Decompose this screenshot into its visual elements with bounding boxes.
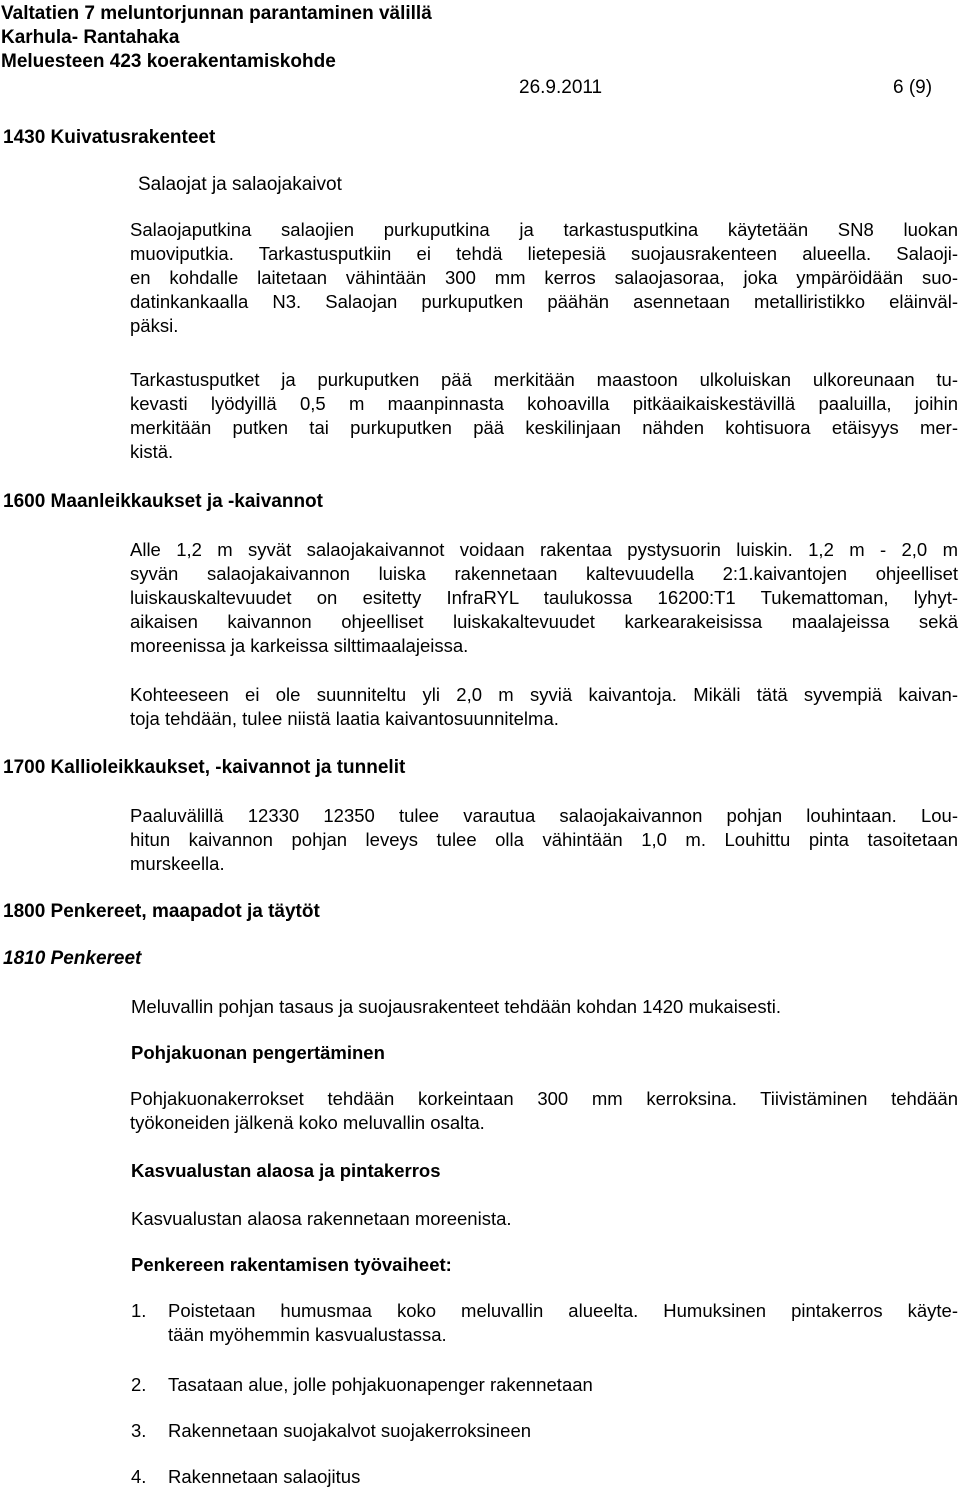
paragraph-line: moreenissa ja karkeissa silttimaalajeissa. [130, 635, 469, 656]
paragraph-line: aikaisen kaivannon ohjeelliset luiskakaltevuudet karkearakeisissa maalajeissa sekä [130, 611, 958, 632]
paragraph-line: kistä. [130, 441, 174, 462]
heading-tyovaiheet: Penkereen rakentamisen työvaiheet: [131, 1254, 452, 1275]
list-item-line: Rakennetaan suojakalvot suojakerroksineen [168, 1420, 532, 1441]
paragraph-line: Pohjakuonakerrokset tehdään korkeintaan 300 mm kerroksina. Tiivistäminen tehdään [130, 1088, 958, 1109]
paragraph-line: luiskauskaltevuudet on esitetty InfraRYL taulukossa 16200:T1 Tukemattoman, lyhyt- [130, 587, 958, 608]
paragraph-line: toja tehdään, tulee niistä laatia kaivantosuunnitelma. [130, 708, 559, 729]
list-item-number: 3. [131, 1420, 147, 1441]
list-item-number: 4. [131, 1466, 147, 1487]
paragraph-kasvualusta: Kasvualustan alaosa rakennetaan moreenista. [131, 1208, 512, 1229]
document-title-line-1: Valtatien 7 meluntorjunnan parantaminen välillä [1, 3, 432, 24]
document-title-line-3: Meluesteen 423 koerakentamiskohde [1, 51, 336, 72]
paragraph-salaojaputket [130, 218, 958, 338]
subsection-heading-1810: 1810 Penkereet [3, 948, 142, 969]
paragraph-kaivannot [130, 683, 958, 731]
paragraph-tarkastusputket [130, 368, 958, 464]
heading-pohjakuonan-pengertaminen: Pohjakuonan pengertäminen [131, 1042, 385, 1063]
list-item-line: tään myöhemmin kasvualustassa. [168, 1324, 447, 1345]
section-heading-1800: 1800 Penkereet, maapadot ja täytöt [3, 901, 320, 922]
paragraph-line: merkitään putken tai purkuputken pää keskilinjaan nähden kohtisuora etäisyys mer- [130, 417, 958, 438]
paragraph-line: muoviputkia. Tarkastusputkiin ei tehdä lietepesiä suojausrakenteen alueella. Salaoji- [130, 243, 958, 264]
list-item-number: 1. [131, 1300, 147, 1321]
section-heading-1430: 1430 Kuivatusrakenteet [3, 127, 216, 148]
paragraph-line: Tarkastusputket ja purkuputken pää merkitään maastoon ulkoluiskan ulkoreunaan tu- [130, 369, 958, 390]
paragraph-line: syvän salaojakaivannon luiska rakennetaan kaltevuudella 2:1.kaivantojen ohjeelliset [130, 563, 958, 584]
paragraph-line: työkoneiden jälkenä koko meluvallin osalta. [130, 1112, 485, 1133]
list-item-number: 2. [131, 1374, 147, 1395]
paragraph-line: datinkankaalla N3. Salaojan purkuputken päähän asennetaan metalliristikko eläinväl- [130, 291, 958, 312]
paragraph-line: en kohdalle laitetaan vähintään 300 mm kerros salaojasoraa, joka ympäröidään suo- [130, 267, 958, 288]
page-number: 6 (9) [893, 77, 933, 98]
paragraph-line: Paaluvälillä 12330 12350 tulee varautua salaojakaivannon pohjan louhintaan. Lou- [130, 805, 958, 826]
document-title-line-2: Karhula- Rantahaka [1, 27, 180, 48]
paragraph-salaojakaivannot [130, 538, 958, 658]
paragraph-louhinta [130, 804, 958, 876]
list-item-line: Tasataan alue, jolle pohjakuonapenger rakennetaan [168, 1374, 593, 1395]
list-item-line: Rakennetaan salaojitus [168, 1466, 361, 1487]
subheading-salaojat: Salaojat ja salaojakaivot [138, 174, 342, 195]
paragraph-line: hitun kaivannon pohjan leveys tulee olla vähintään 1,0 m. Louhittu pinta tasoitetaan [130, 829, 958, 850]
paragraph-line: murskeella. [130, 853, 225, 874]
paragraph-line: Alle 1,2 m syvät salaojakaivannot voidaan rakentaa pystysuorin luiskin. 1,2 m - 2,0 m [130, 539, 958, 560]
paragraph-line: Salaojaputkina salaojien purkuputkina ja tarkastusputkina käytetään SN8 luokan [130, 219, 958, 240]
list-item-line: Poistetaan humusmaa koko meluvallin alueelta. Humuksinen pintakerros käyte- [168, 1300, 958, 1321]
paragraph-pohjan-tasaus: Meluvallin pohjan tasaus ja suojausrakenteet tehdään kohdan 1420 mukaisesti. [131, 996, 781, 1017]
paragraph-line: kevasti lyödyillä 0,5 m maanpinnasta kohoavilla pitkäaikaiskestävillä paaluilla, joihin [130, 393, 958, 414]
section-heading-1600: 1600 Maanleikkaukset ja -kaivannot [3, 491, 323, 512]
heading-kasvualusta: Kasvualustan alaosa ja pintakerros [131, 1160, 441, 1181]
section-heading-1700: 1700 Kallioleikkaukset, -kaivannot ja tunnelit [3, 757, 406, 778]
paragraph-pohjakuonakerrokset [130, 1087, 958, 1135]
document-date: 26.9.2011 [519, 77, 603, 98]
paragraph-line: päksi. [130, 315, 179, 336]
paragraph-line: Kohteeseen ei ole suunniteltu yli 2,0 m syviä kaivantoja. Mikäli tätä syvempiä kaivan- [130, 684, 958, 705]
